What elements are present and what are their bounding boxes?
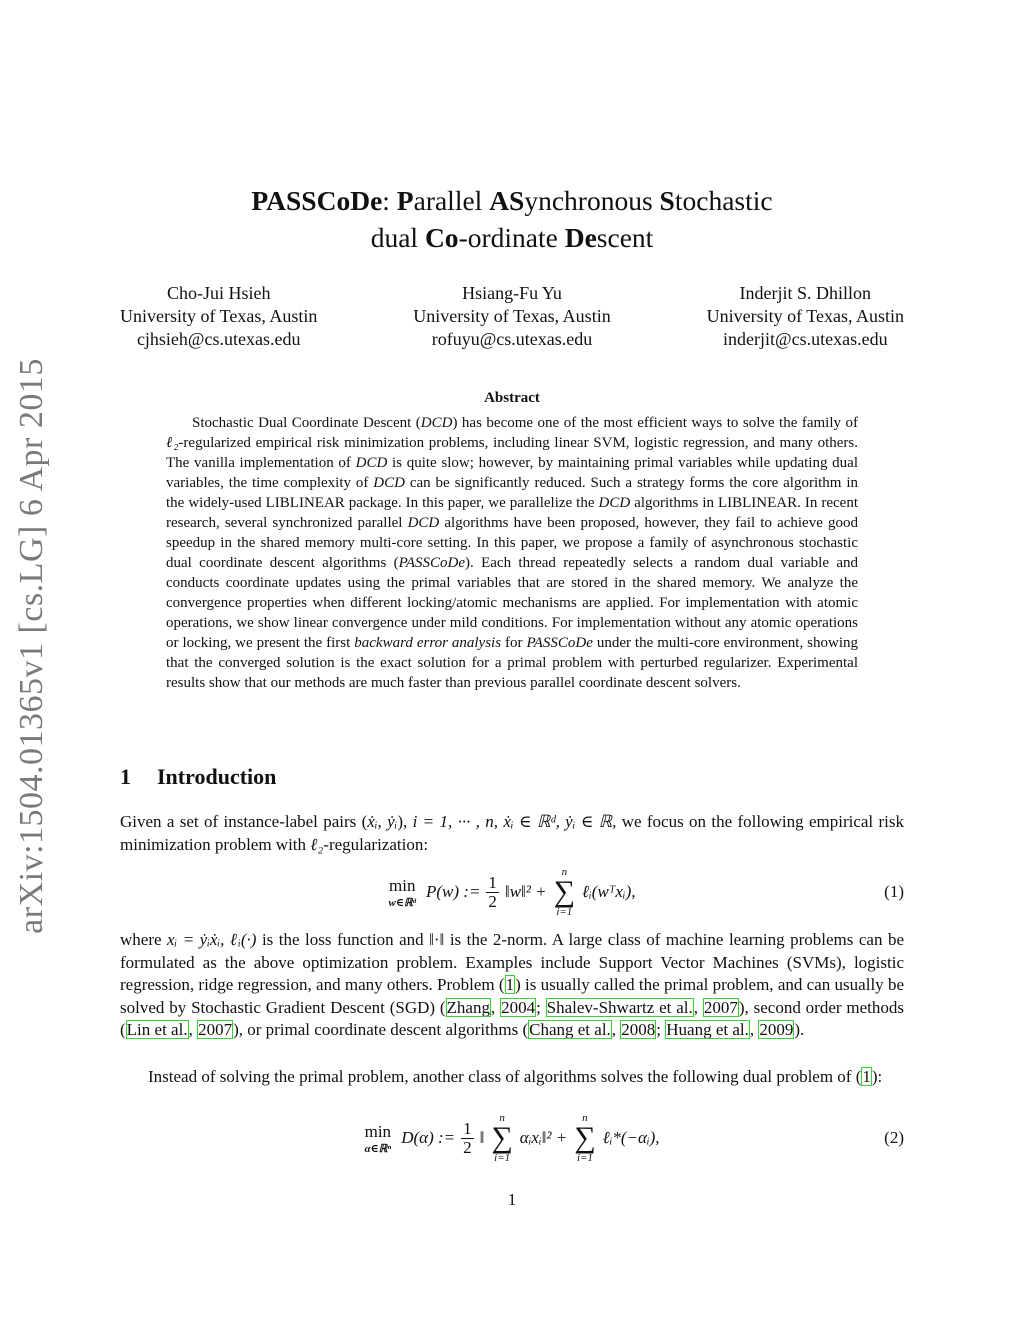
- summation: n ∑ i=1: [553, 866, 576, 918]
- citation-year-link[interactable]: 2009: [759, 1020, 794, 1039]
- intro-paragraph-2: where xᵢ = ẏᵢẋᵢ, ℓᵢ(·) is the loss function and ‖·‖ is the 2-norm. A large class of machine learning problems can be formulated as the above optimization problem. Examples include Support Vector Machines (SVMs), logistic regression, ridge regression, and many others. Problem (1) is usually called the primal problem, and can usually be solved by Stochastic Gradient Descent (SGD) (Zhang, 2004; Shalev-Shwartz et al., 2007), second order methods (Lin et al., 2007), or primal coordinate descent algorithms (Chang et al., 2008; Huang et al., 2009).: [120, 930, 904, 1039]
- summation: n ∑ i=1: [491, 1112, 513, 1164]
- equation-2-body: min α∈ℝⁿ D(α) := $\frac{1}{2}$ ‖ n ∑ i=1 αᵢxᵢ‖² + n ∑ i=1 ℓᵢ*(−αᵢ),: [364, 1112, 660, 1164]
- abstract-body: [166, 413, 858, 693]
- arxiv-stamp: [0, 0, 64, 1325]
- equation-2: [120, 1108, 904, 1168]
- author-name: Inderjit S. Dhillon: [739, 283, 872, 303]
- author-email: cjhsieh@cs.utexas.edu: [136, 329, 301, 349]
- citation-year-link[interactable]: 2007: [198, 1020, 233, 1039]
- min-operator: min w∈ℝᵈ: [388, 875, 416, 909]
- author-affiliation: University of Texas, Austin: [120, 306, 318, 326]
- section-heading: [120, 764, 276, 790]
- author-block: [120, 282, 317, 351]
- author-email: inderjit@cs.utexas.edu: [723, 329, 888, 349]
- author-block: [413, 282, 610, 351]
- citation-link[interactable]: Chang et al.: [529, 1020, 611, 1039]
- citation-year-link[interactable]: 2008: [621, 1020, 656, 1039]
- min-operator: min α∈ℝⁿ: [364, 1121, 392, 1155]
- summation: n ∑ i=1: [574, 1112, 596, 1164]
- fraction-half: $\frac{1}{2}$: [463, 1118, 472, 1157]
- author-name: Hsiang-Fu Yu: [462, 283, 562, 303]
- abstract-paragraph: Stochastic Dual Coordinate Descent (DCD) has become one of the most efficient ways to solve the family of ℓ₂-regularized empirical risk minimization problems, including linear SVM, logistic regression, and many others. The vanilla implementation of DCD is quite slow; however, by maintaining primal variables while updating dual variables, the time complexity of DCD can be significantly reduced. Such a strategy forms the core algorithm in the widely-used LIBLINEAR package. In this paper, we parallelize the DCD algorithms in LIBLINEAR. In recent research, several synchronized parallel DCD algorithms have been proposed, however, they fail to achieve good speedup in the shared memory multi-core setting. In this paper, we propose a family of asynchronous stochastic dual coordinate descent algorithms (PASSCoDe). Each thread repeatedly selects a random dual variable and conducts coordinate updates using the primal variables that are stored in the shared memory. We analyze the convergence properties when different locking/atomic mechanisms are applied. For implementation with atomic operations, we show linear convergence under mild conditions. For implementation without any atomic operations or locking, we present the first backward error analysis for PASSCoDe under the multi-core environment, showing that the converged solution is the exact solution for a primal problem with perturbed regularizer. Experimental results show that our methods are much faster than previous parallel coordinate descent solvers.: [166, 415, 858, 691]
- page-number: 1: [507, 1190, 517, 1209]
- citation-link[interactable]: Zhang: [446, 997, 490, 1017]
- title-line-2: dual Co-ordinate Descent: [370, 222, 654, 253]
- equation-1: [120, 866, 904, 918]
- arxiv-id: arXiv:1504.01365v1 [cs.LG] 6 Apr 2015: [13, 358, 50, 934]
- section-number: 1: [120, 764, 131, 789]
- author-name: Cho-Jui Hsieh: [166, 283, 271, 303]
- author-affiliation: University of Texas, Austin: [706, 306, 904, 326]
- citation-link[interactable]: Huang et al.: [666, 1020, 749, 1039]
- citation-link[interactable]: Lin et al.: [126, 1020, 188, 1039]
- section-title: Introduction: [157, 764, 277, 789]
- equation-number: (2): [884, 1128, 904, 1147]
- equation-number: (1): [884, 882, 904, 901]
- equation-ref-link[interactable]: 1: [505, 975, 515, 994]
- author-block: [707, 282, 904, 351]
- abstract-heading: Abstract: [484, 390, 540, 406]
- citation-link[interactable]: Shalev-Shwartz et al.: [546, 997, 693, 1017]
- citation-year-link[interactable]: 2007: [703, 997, 738, 1017]
- author-email: rofuyu@cs.utexas.edu: [431, 329, 593, 349]
- equation-ref-link[interactable]: 1: [862, 1067, 871, 1086]
- author-list: [120, 282, 904, 351]
- citation-year-link[interactable]: 2004: [501, 997, 536, 1017]
- intro-paragraph-3: Instead of solving the primal problem, another class of algorithms solves the following dual problem of (1):: [148, 1067, 883, 1086]
- intro-paragraph-1: Given a set of instance-label pairs (ẋᵢ, ẏᵢ), i = 1, ··· , n, ẋᵢ ∈ ℝᵈ, ẏᵢ ∈ ℝ, we focus on the following empirical risk minimization problem with ℓ₂-regularization:: [120, 812, 904, 854]
- author-affiliation: University of Texas, Austin: [413, 306, 611, 326]
- title-line-1: PASSCoDe: Parallel ASynchronous Stochastic: [251, 185, 773, 216]
- equation-1-body: min w∈ℝᵈ P(w) := $\frac{1}{2}$ ‖w‖² + n ∑ i=1 ℓᵢ(wᵀxᵢ),: [388, 866, 636, 918]
- paper-title: [120, 182, 904, 256]
- fraction-half: $\frac{1}{2}$: [488, 872, 497, 911]
